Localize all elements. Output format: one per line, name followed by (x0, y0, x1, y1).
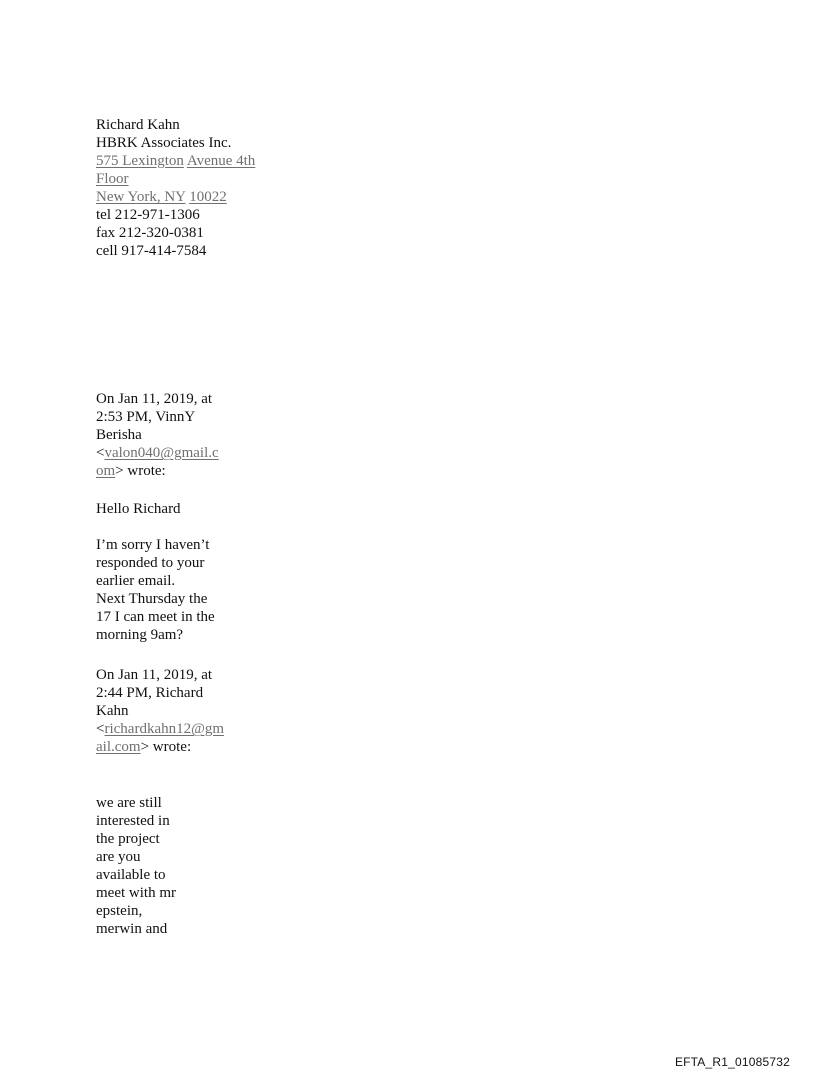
reply2-body-line: meet with mr (96, 885, 176, 901)
signature-cell: cell 917-414-7584 (96, 243, 207, 259)
signature-company: HBRK Associates Inc. (96, 135, 232, 151)
reply1-header-line2: 2:53 PM, VinnY (96, 409, 196, 425)
address-link-street-b[interactable]: Avenue 4th (186, 153, 256, 169)
reply1-body-line: 17 I can meet in the (96, 609, 215, 625)
reply2-email-open-bracket: < (96, 721, 105, 737)
reply2-body-line: are you (96, 849, 141, 865)
reply2-body-line: epstein, (96, 903, 143, 919)
reply2-email-line2 (96, 738, 191, 756)
reply1-body-line: morning 9am? (96, 627, 184, 643)
reply2-header-line3: Kahn (96, 703, 129, 719)
reply2-body-line: available to (96, 867, 166, 883)
reply2-wrote: > wrote: (140, 739, 192, 755)
signature-address-street (96, 152, 255, 170)
reply1-body-line: I’m sorry I haven’t (96, 537, 210, 553)
reply1-email-link-part2[interactable]: om (96, 463, 116, 479)
address-link-city[interactable]: New York, NY (96, 189, 186, 205)
address-link-street-a[interactable]: 575 Lexington (96, 153, 184, 169)
reply1-body-line: responded to your (96, 555, 205, 571)
address-link-zip[interactable]: 10022 (189, 189, 227, 205)
reply1-email-open-bracket: < (96, 445, 105, 461)
reply1-header-line1: On Jan 11, 2019, at (96, 391, 213, 407)
reply1-email-line2 (96, 462, 166, 480)
document-id-footer: EFTA_R1_01085732 (674, 1055, 790, 1069)
address-link-floor[interactable]: Floor (96, 171, 129, 187)
signature-name: Richard Kahn (96, 117, 180, 133)
reply2-body-line: we are still (96, 795, 162, 811)
reply2-email-line1 (96, 720, 224, 738)
reply1-email-link-part1[interactable]: valon040@gmail.c (104, 445, 219, 461)
reply1-wrote: > wrote: (115, 463, 166, 479)
reply2-header-line1: On Jan 11, 2019, at (96, 667, 213, 683)
signature-fax: fax 212-320-0381 (96, 225, 204, 241)
reply1-body-line: earlier email. (96, 573, 176, 589)
signature-tel: tel 212-971-1306 (96, 207, 200, 223)
reply1-header-line3: Berisha (96, 427, 142, 443)
signature-address-city (96, 188, 227, 206)
reply2-body-line: the project (96, 831, 160, 847)
reply1-body-line: Next Thursday the (96, 591, 208, 607)
reply2-email-link-part1[interactable]: richardkahn12@gm (104, 721, 225, 737)
reply2-body-line: merwin and (96, 921, 168, 937)
reply1-greeting: Hello Richard (96, 501, 181, 517)
reply2-email-link-part2[interactable]: ail.com (96, 739, 141, 755)
reply1-email-line1 (96, 444, 219, 462)
reply2-body-line: interested in (96, 813, 170, 829)
signature-address-floor (96, 170, 129, 188)
reply2-header-line2: 2:44 PM, Richard (96, 685, 204, 701)
